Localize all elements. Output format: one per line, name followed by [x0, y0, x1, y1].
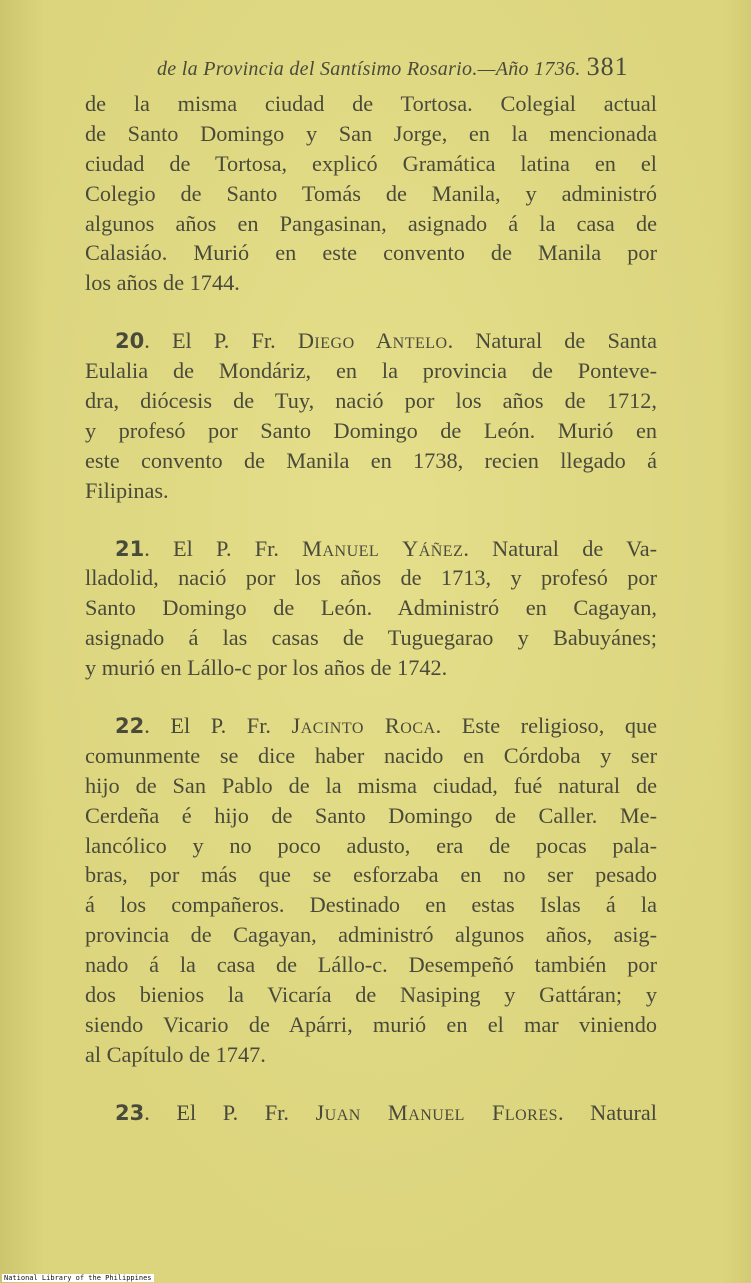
text-line: lladolid, nació por los años de 1713, y profesó por — [85, 565, 657, 591]
running-head — [157, 52, 637, 82]
text-line: Santo Domingo de León. Administró en Cagayan, — [85, 595, 657, 621]
entry-number: 23 — [115, 1100, 145, 1125]
entry-heading-rest: . Natural de Santa — [447, 328, 657, 354]
text-block — [85, 89, 657, 1128]
friar-name: Manuel Yáñez — [302, 535, 464, 561]
text-line: comunmente se dice haber nacido en Córdoba y ser — [85, 742, 657, 768]
friar-name: Jacinto Roca — [291, 713, 436, 739]
running-title: de la Provincia del Santísimo Rosario.—Año 1736. — [157, 58, 581, 80]
text-line: al Capítulo de 1747. — [85, 1041, 266, 1067]
text-line: los años de 1744. — [85, 270, 240, 296]
entry-number: 20 — [115, 329, 145, 354]
friar-name: Diego Antelo — [297, 328, 448, 354]
text-line: hijo de San Pablo de la misma ciudad, fué natural de — [85, 772, 657, 798]
text-line: Calasiáo. Murió en este convento de Manila por — [85, 240, 657, 266]
entry-intro: El P. Fr. — [176, 1099, 289, 1125]
text-line: Colegio de Santo Tomás de Manila, y administró — [85, 180, 657, 206]
text-line: este convento de Manila en 1738, recien llegado á — [85, 447, 657, 473]
text-line: siendo Vicario de Apárri, murió en el mar viniendo — [85, 1011, 657, 1037]
entry-heading-rest: . Este religioso, que — [435, 713, 658, 739]
entry-intro: El P. Fr. — [173, 535, 279, 561]
entry-heading-line: 21. El P. Fr. Manuel Yáñez. Natural de Va- — [115, 535, 658, 561]
entry-heading-rest: . Natural de Va- — [463, 535, 658, 561]
entry-22 — [85, 711, 657, 1070]
text-line: Cerdeña é hijo de Santo Domingo de Caller. Me- — [85, 802, 657, 828]
entry-21 — [85, 534, 657, 683]
text-line: provincia de Cagayan, administró algunos años, asig- — [85, 922, 657, 948]
text-line: y murió en Lállo-c por los años de 1742. — [85, 655, 448, 681]
entry-heading-line: 20. El P. Fr. Diego Antelo. Natural de Santa — [115, 328, 657, 354]
entry-20 — [85, 326, 657, 505]
entry-number: 22 — [115, 714, 145, 739]
text-line: Filipinas. — [85, 477, 169, 503]
entry-heading-rest: . Natural — [558, 1099, 658, 1125]
entry-intro: El P. Fr. — [170, 713, 271, 739]
entry-heading-line: 22. El P. Fr. Jacinto Roca. Este religioso, que — [115, 713, 658, 739]
paragraph-continuation — [85, 89, 657, 298]
friar-name: Juan Manuel Flores — [315, 1099, 559, 1125]
text-line: Eulalia de Mondáriz, en la provincia de Ponteve- — [85, 358, 657, 384]
text-line: dos bienios la Vicaría de Nasiping y Gattáran; y — [85, 982, 657, 1008]
entry-23 — [85, 1098, 657, 1128]
text-line: de la misma ciudad de Tortosa. Colegial actual — [85, 91, 657, 116]
text-line: ciudad de Tortosa, explicó Gramática latina en el — [85, 150, 657, 176]
text-line: dra, diócesis de Tuy, nació por los años de 1712, — [85, 388, 657, 414]
entry-number: 21 — [115, 536, 145, 561]
entry-intro: El P. Fr. — [171, 328, 276, 354]
entry-heading-line: 23. El P. Fr. Juan Manuel Flores. Natural — [115, 1099, 658, 1125]
text-line: y profesó por Santo Domingo de León. Murió en — [85, 417, 657, 443]
text-line: algunos años en Pangasinan, asignado á la casa de — [85, 210, 657, 236]
text-line: bras, por más que se esforzaba en no ser pesado — [85, 862, 657, 888]
text-line: asignado á las casas de Tuguegarao y Babuyánes; — [85, 625, 657, 651]
text-line: á los compañeros. Destinado en estas Islas á la — [85, 892, 657, 918]
text-line: nado á la casa de Lállo-c. Desempeñó también por — [85, 952, 657, 978]
page-number: 381 — [586, 52, 629, 81]
library-credit: National Library of the Philippines — [4, 1274, 152, 1282]
text-line: lancólico y no poco adusto, era de pocas pala- — [85, 832, 657, 858]
text-line: de Santo Domingo y San Jorge, en la mencionada — [85, 120, 657, 146]
